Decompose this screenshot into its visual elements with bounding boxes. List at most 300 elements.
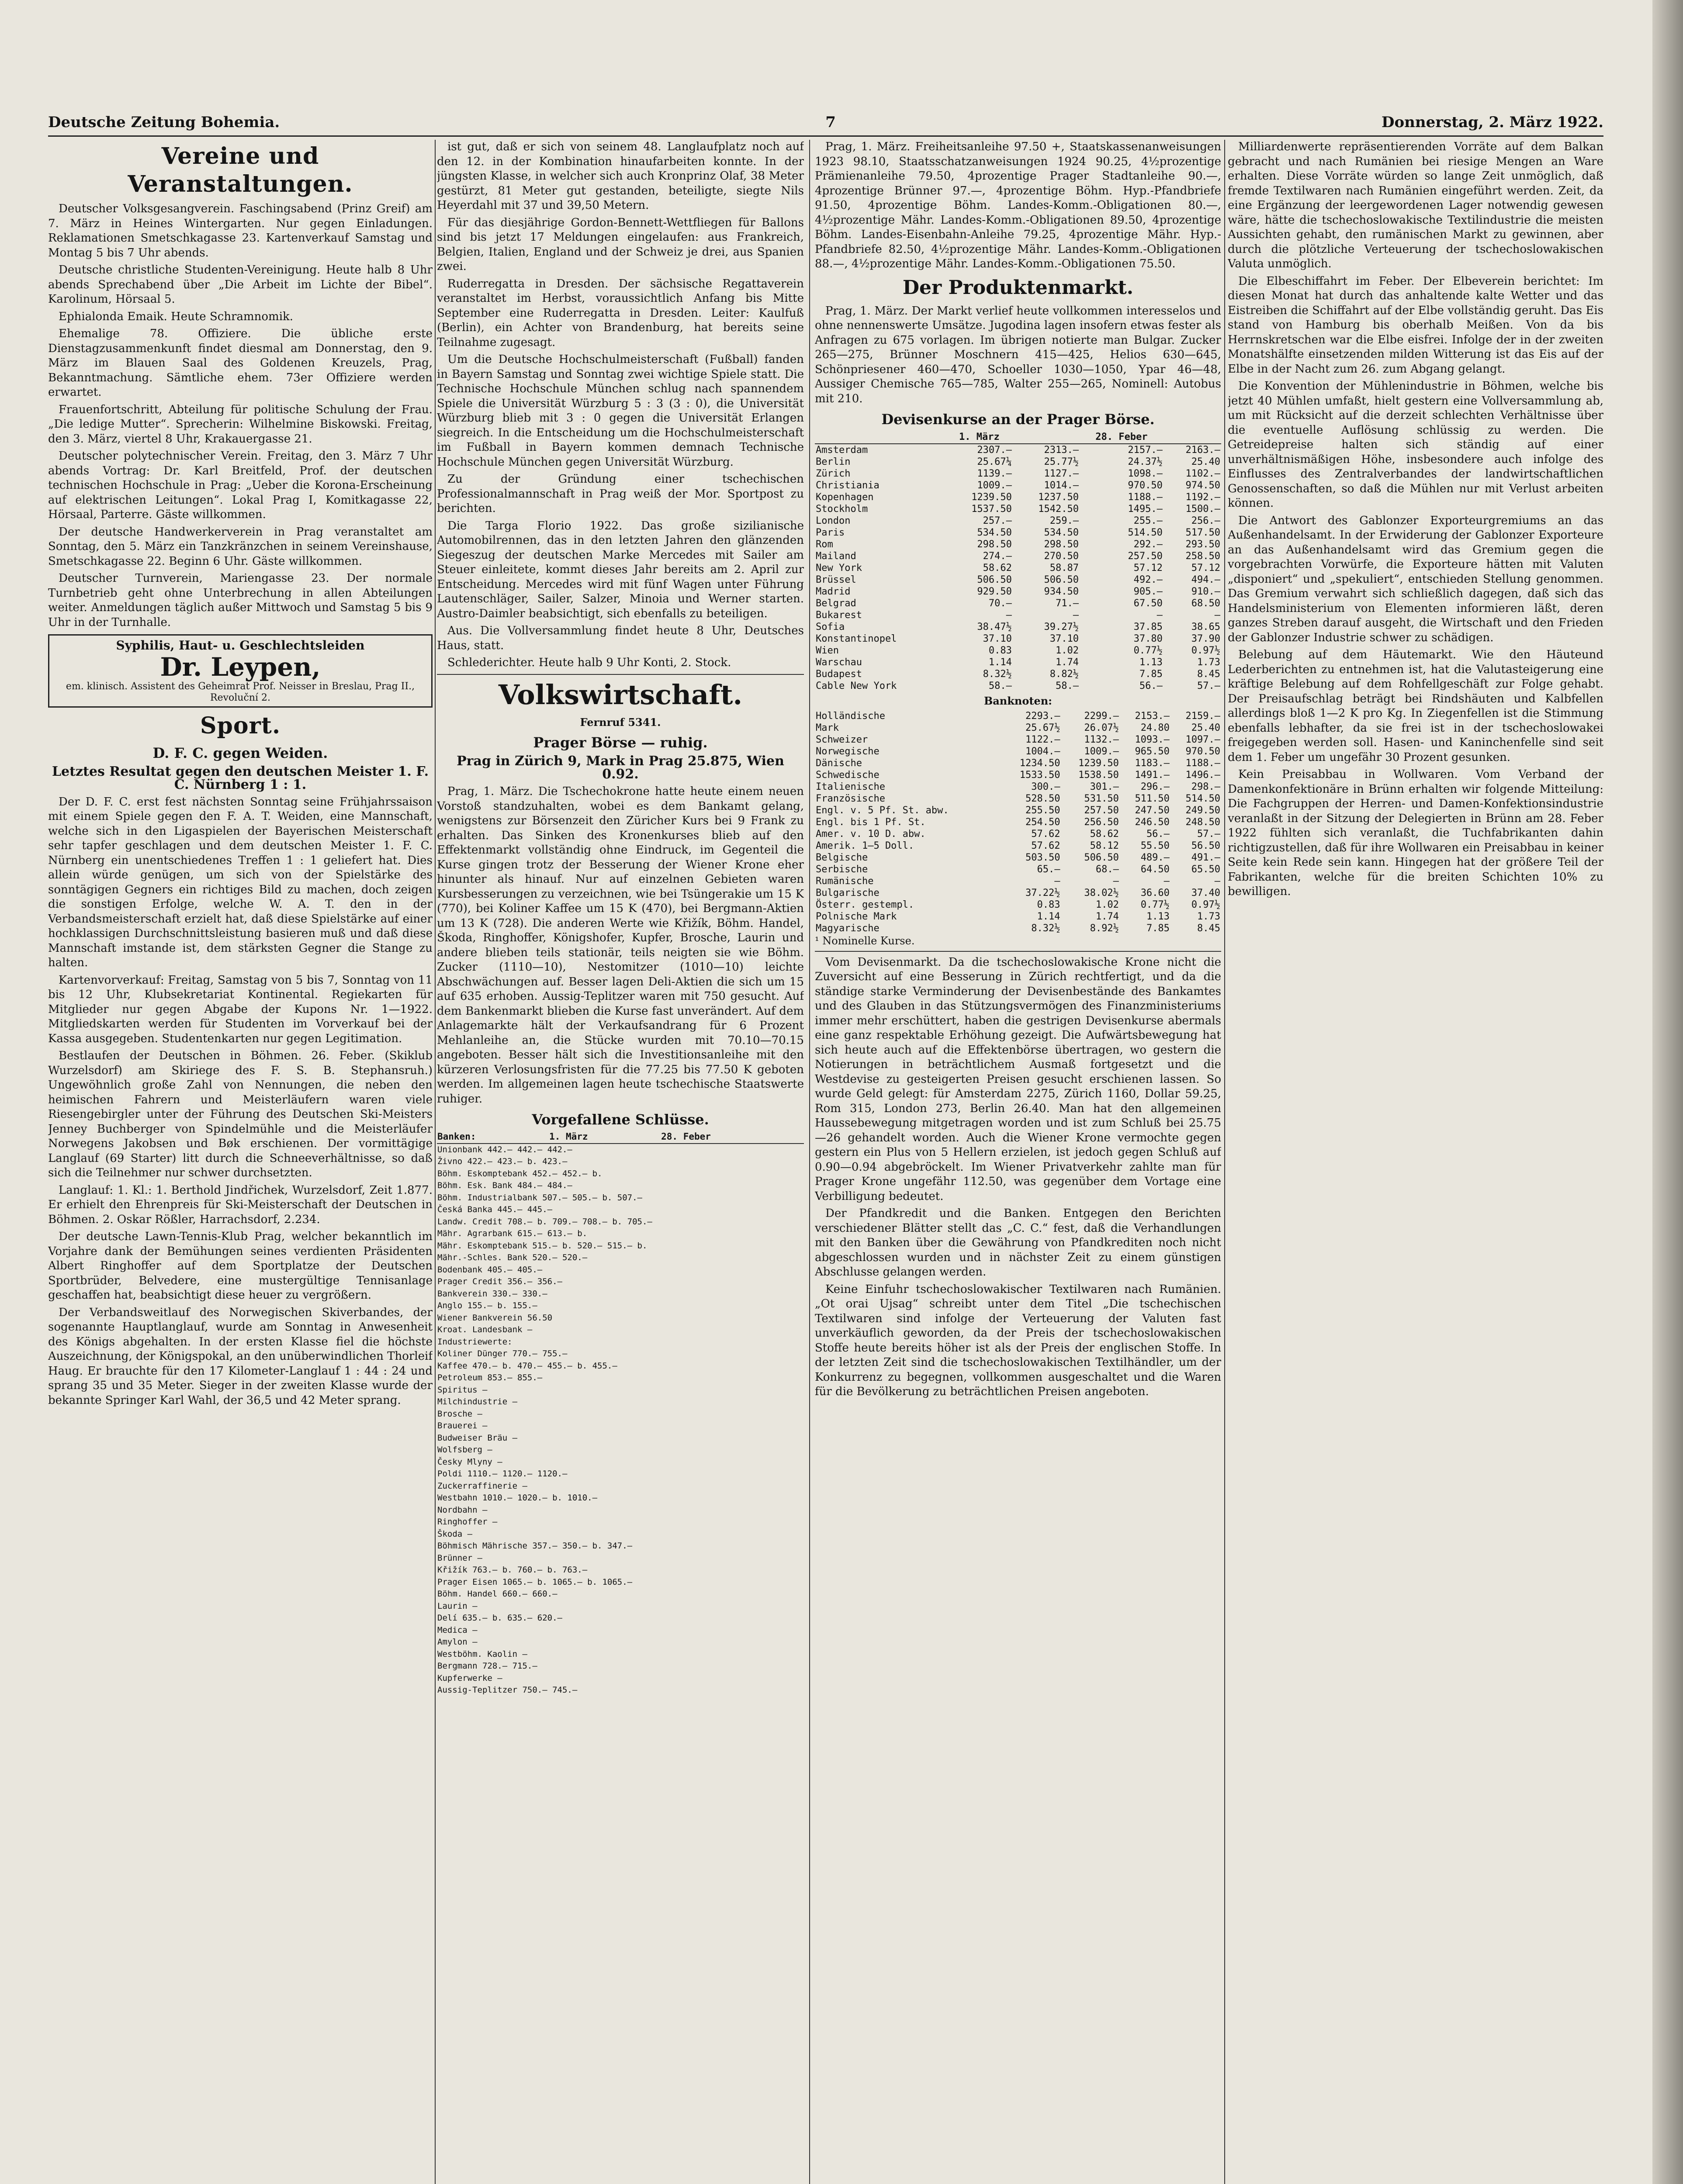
table-row <box>815 805 1221 816</box>
rate-cell: 8.92½ <box>1090 923 1119 934</box>
rate-cell: 257.— <box>983 515 1012 526</box>
rate-cell: 8.45 <box>1197 923 1220 934</box>
table-row <box>815 887 1221 899</box>
rate-cell: 293.50 <box>1185 539 1220 550</box>
table-row <box>437 1600 804 1613</box>
article-paragraph: Prag, 1. März. Die Tschechokrone hatte heute einem neuen Vorstoß standzuhalten, wobei es dem Bankamt gelang, wenigstens zur Börsenzeit den Züricher Kurs bei 9 Frank zu erhalten. Das Sinken des Kronenkurses blieb auf den Effektenmarkt vollständig ohne Eindruck, im Gegenteil die Kurse gingen trotz der Besserung der Wiener Krone eher hinunter als hinauf. Nur auf einzelnen Gebieten waren Kursbesserungen zu verzeichnen, wie bei Tsüngerakie um 15 K (770), bei Koliner Kaffee um 15 K (470), bei Bergmann-Aktien um 13 K (728). Die anderen Werte wie Křižík, Böhm. Handel, Škoda, Ringhoffer, Königshofer, Kupfer, Brosche, Laurin und andere blieben teils stationär, teils neigten sie wie Böhm. Zucker (1110—10), Nestomitzer (1010—10) leichte Abschwächungen auf. Besser lagen Deli-Aktien die sich um 15 auf 635 erhoben. Aussig-Teplitzer waren mit 750 gesucht. Auf dem Bankenmarkt blieben die Kurse fast unverändert. Auf dem Anlagemarkte hält der Verkaufsandrang für 6 Prozent Mehlanleihe an, die Stücke wurden mit 70.10—70.15 angeboten. Besser hält sich die Investitionsanleihe mit den kürzeren Verlosungsfristen für die 77.25 bis 77.50 K geboten werden. Im allgemeinen lagen heute tschechische Staatswerte ruhiger. <box>437 785 804 1106</box>
currency-name: Sofia <box>816 622 845 632</box>
article-paragraph: Zu der Gründung einer tschechischen Professionalmannschaft in Prag weiß der Mor. Sportpost zu berichten. <box>437 473 804 515</box>
table-row <box>437 1276 804 1288</box>
currency-name: Polnische Mark <box>816 911 897 922</box>
currency-name: Christiania <box>816 480 880 491</box>
rate-cell: 248.50 <box>1185 816 1220 828</box>
rate-cell: 491.— <box>1191 852 1220 863</box>
rate-cell: 511.50 <box>1135 793 1170 804</box>
table-row <box>815 710 1221 722</box>
table-header-cell <box>1164 431 1221 444</box>
rate-cell: 2313.— <box>1044 445 1079 456</box>
rate-cell: — <box>1157 610 1163 621</box>
rate-cell: — <box>1214 610 1220 621</box>
rate-cell: 1102.— <box>1185 468 1220 479</box>
rate-cell: 1127.— <box>1044 468 1079 479</box>
table-row <box>815 633 1221 645</box>
rate-cell: 1.73 <box>1197 911 1220 922</box>
rate-cell: 1.73 <box>1197 657 1220 668</box>
section-title-sport: Sport. <box>200 712 281 739</box>
rate-cell: 301.— <box>1090 781 1119 792</box>
ad-name: Dr. Leypen, <box>160 652 321 682</box>
table-row <box>815 668 1221 680</box>
rate-cell: 1097.— <box>1185 734 1220 745</box>
article-paragraph: Deutscher Turnverein, Mariengasse 23. Der normale Turnbetrieb geht ohne Unterbrechung in allen Abteilungen weiter. Anmeldungen täglich außer Mittwoch und Samstag 5 bis 9 Uhr in der Turnhalle. <box>48 572 433 629</box>
table-row <box>437 1636 804 1648</box>
rate-cell: 256.50 <box>1084 816 1119 828</box>
rate-cell: 65.50 <box>1191 864 1220 875</box>
table-cell: Milchindustrie — <box>437 1397 518 1406</box>
currency-name: Mailand <box>816 551 856 562</box>
table-row <box>437 1312 804 1324</box>
rate-cell: 7.85 <box>1146 923 1170 934</box>
table-row <box>437 1408 804 1420</box>
article-paragraph: Ephialonda Emaik. Heute Schramnomik. <box>59 310 294 323</box>
article-paragraph: Für das diesjährige Gordon-Bennett-Wettfliegen für Ballons sind bis jetzt 17 Meldungen eingelaufen: aus Frankreich, Belgien, Italien, England und der Schweiz je drei, aus Spanien zwei. <box>437 216 804 273</box>
rate-cell: 970.50 <box>1128 480 1163 491</box>
rate-cell: 58.87 <box>1049 563 1079 574</box>
table-row <box>437 1216 804 1228</box>
table-row <box>437 1228 804 1240</box>
article-paragraph: Um die Deutsche Hochschulmeisterschaft (Fußball) fanden in Bayern Samstag und Sonntag zwei wichtige Spiele statt. Die Technische Hochschule München schlug nach spannendem Spiele die Universität Würzburg 5 : 3 (3 : 0), die Universität Würzburg blieb mit 3 : 0 gegen die Universität Erlangen siegreich. In die Entscheidung um die Hochschulmeisterschaft im Fußball in Bayern kommen demnach Technische Hochschule München gegen Universität Würzburg. <box>437 353 804 469</box>
rate-cell: 1496.— <box>1185 769 1220 781</box>
column-rule <box>1224 140 1225 2184</box>
rate-cell: 8.45 <box>1197 669 1220 680</box>
table-header-cell: 28. Feber <box>661 1131 804 1144</box>
table-row <box>815 503 1221 515</box>
table-cell: Kupferwerke — <box>437 1673 502 1683</box>
rate-cell: 298.50 <box>1044 539 1079 550</box>
table-cell: Spiritus — <box>437 1385 488 1395</box>
currency-name: Belgrad <box>816 598 856 609</box>
table-cell: Bankverein 330.— 330.— <box>437 1289 547 1299</box>
rate-cell: 57.12 <box>1191 563 1220 574</box>
column-rule <box>809 140 810 2184</box>
currency-name: Berlin <box>816 456 851 467</box>
article-title-dfc: D. F. C. gegen Weiden. <box>152 744 328 761</box>
table-row <box>815 527 1221 539</box>
rate-cell: — <box>1214 875 1220 887</box>
page-header <box>48 109 1603 137</box>
table-row <box>437 1336 804 1348</box>
rate-cell: 1533.50 <box>1019 769 1060 781</box>
rate-cell: 514.50 <box>1128 527 1163 538</box>
rate-cell: 58.12 <box>1090 840 1119 851</box>
rate-cell: 2159.— <box>1185 710 1220 722</box>
rate-cell: 25.40 <box>1191 456 1220 467</box>
table-cell: Mähr.-Schles. Bank 520.— 520.— <box>437 1253 588 1262</box>
article-paragraph: Der D. F. C. erst fest nächsten Sonntag seine Frühjahrssaison mit einem Spiele gegen den F. A. T. Weiden, eine Mannschaft, welche sich in den Ligaspielen der Bayerischen Meisterschaft sehr tapfer geschlagen und dem deutschen Meister 1. F. C. Nürnberg ein unentschiedenes Treffen 1 : 1 geliefert hat. Dies allein würde genügen, um sich von der Spielstärke des sonntägigen Gegners ein richtiges Bild zu machen, doch zeigen die sonstigen Erfolge, welche W. A. T. den in der Verbandsmeisterschaft erzielt hat, daß diese Spielstärke auf einer hochklassigen Durchschnittsleistung basieren muß und daß diese Mannschaft imstande ist, dem stärksten Gegner die Stange zu halten. <box>48 795 433 969</box>
table-cell: Brosche — <box>437 1409 482 1419</box>
rate-cell: 1192.— <box>1185 492 1220 503</box>
currency-name: Italienische <box>816 781 885 792</box>
article-paragraph: Die Konvention der Mühlenindustrie in Böhmen, welche bis jetzt 40 Mühlen umfaßt, hielt gestern eine Vollversammlung ab, um mit Rücksicht auf die derzeit schlechten Verhältnisse über die eventuelle Auflösung schlüssig zu werden. Die Getreidepreise halten sich ständig auf einer unverhältnismäßigen Höhe, insbesondere auch infolge des Einflusses des Zentralverbandes der landwirtschaftlichen Genossenschaften, so daß die Mühlen nur mit Verlust arbeiten können. <box>1228 380 1603 510</box>
economy-articles <box>1228 140 1603 899</box>
table-cell: Brauerei — <box>437 1421 488 1431</box>
currency-name: Amer. v. 10 D. abw. <box>816 828 926 840</box>
rate-cell: 24.80 <box>1140 722 1170 733</box>
currency-name: Amsterdam <box>816 445 868 456</box>
article-paragraph: Ruderregatta in Dresden. Der sächsische Regattaverein veranstaltet im Herbst, voraussichtlich Anfang bis Mitte September eine Ruderregatta in Dresden. Leiter: Kaulfuß (Berlin), ein Achter von Brandenburg, hat bereits seine Teilnahme zugesagt. <box>437 277 804 349</box>
header-date: Donnerstag, 2. März 1922. <box>1382 114 1603 131</box>
rate-cell: — <box>1006 610 1012 621</box>
table-row <box>437 1564 804 1576</box>
rate-cell: 270.50 <box>1044 551 1079 562</box>
table-row <box>815 746 1221 757</box>
rate-cell: 492.— <box>1133 574 1163 585</box>
table-cell: Budweiser Bräu — <box>437 1433 518 1443</box>
rate-cell: 39.27½ <box>1044 622 1079 632</box>
rate-cell: 258.50 <box>1185 551 1220 562</box>
rate-cell: 2299.— <box>1084 710 1119 722</box>
rate-cell: 1009.— <box>977 480 1012 491</box>
currency-name: Österr. gestempl. <box>816 899 914 910</box>
rate-cell: 57.12 <box>1133 563 1163 574</box>
table-cell: Medica — <box>437 1625 478 1635</box>
table-cell: Koliner Dünger 770.— 755.— <box>437 1349 568 1358</box>
rate-cell: 56.— <box>1139 681 1163 691</box>
currency-name: Bulgarische <box>816 887 880 898</box>
table-cell: Landw. Credit 708.— b. 709.— 708.— b. 705.— <box>437 1216 652 1227</box>
rate-cell: 58.62 <box>983 563 1012 574</box>
rate-cell: 970.50 <box>1185 746 1220 757</box>
table-row <box>437 1300 804 1312</box>
rate-cell: 55.50 <box>1140 840 1170 851</box>
currency-name: Kopenhagen <box>816 492 874 503</box>
table-row <box>437 1180 804 1192</box>
table-row <box>437 1396 804 1408</box>
table-header-cell: 1. März <box>946 431 1013 444</box>
table-cell: Wiener Bankverein 56.50 <box>437 1313 553 1323</box>
rate-cell: 57.— <box>1197 681 1220 691</box>
rate-cell: 292.— <box>1133 539 1163 550</box>
rate-cell: 247.50 <box>1135 805 1170 816</box>
rate-cell: 506.50 <box>1084 852 1119 863</box>
table-title-vorgefallene-schluesse: Vorgefallene Schlüsse. <box>532 1111 709 1128</box>
rate-cell: 0.77½ <box>1140 899 1170 910</box>
currency-name: Cable New York <box>816 681 897 691</box>
table-row <box>437 1684 804 1697</box>
sport-articles <box>48 795 433 1408</box>
article-paragraph: Deutscher polytechnischer Verein. Freitag, den 3. März 7 Uhr abends Vortrag: Dr. Karl Breitfeld, Prof. der deutschen technischen Hochschule in Prag: „Ueber die Korona-Erscheinung auf elektrischen Leitungen“. Lokal Prag I, Komitkagasse 22, Hörsaal, Parterre. Gäste willkommen. <box>48 449 433 521</box>
currency-name: Belgische <box>816 852 868 863</box>
rate-cell: 298.— <box>1191 781 1220 792</box>
table-row <box>815 562 1221 574</box>
rate-cell: 1495.— <box>1128 504 1163 515</box>
table-row <box>815 468 1221 480</box>
article-paragraph: Vom Devisenmarkt. Da die tschechoslowakische Krone nicht die Zuversicht auf eine Besserung in Zürich rechtfertigt, und da die ständige starke Verminderung der Devisenbestände des Bankamtes und des Glauben in das Stützungsvermögen des Finanzministeriums immer mehr erschüttert, haben die gestrigen Devisenkurse abermals eine ganz respektable Erhöhung gezeigt. Die Aufwärtsbewegung hat sich heute auch auf die Effektenbörse übertragen, wo gestern die Notierungen in beträchtlichem Ausmaß fortgesetzt und die Westdevise zu gesteigerten Preisen gesucht erschienen lassen. So wurde Geld gelegt: für Amsterdam 2275, Zürich 1160, Dollar 59.25, Rom 315, London 273, Berlin 26.40. Man hat den allgemeinen Haussebewegung mitgetragen worden und ist zum Schluß bei 25.75—26 gehandelt worden. Auch die Wiener Krone vermochte gegen gestern ein Plus von 5 Hellern erzielen, ist jedoch gegen Schluß auf 0.90—0.94 abgebröckelt. Im Wiener Privatverkehr zahlte man für Prager Krone ungefähr 112.50, was gegenüber dem Vortage eine Verbilligung bedeutet. <box>815 955 1221 1203</box>
table-cell: Westböhm. Kaolin — <box>437 1649 527 1659</box>
rate-cell: 2153.— <box>1135 710 1170 722</box>
rate-cell: 25.67½ <box>1025 722 1060 733</box>
rate-cell: 1009.— <box>1084 746 1119 757</box>
page-edge <box>1652 0 1683 2184</box>
rate-cell: 71.— <box>1056 598 1079 609</box>
table-row <box>437 1588 804 1600</box>
table-row <box>437 1673 804 1685</box>
rate-cell: 1139.— <box>977 468 1012 479</box>
rate-cell: 58.62 <box>1090 828 1119 840</box>
table-cell: Westbahn 1010.— 1020.— b. 1010.— <box>437 1493 598 1503</box>
table-cell: Zuckerraffinerie — <box>437 1481 527 1491</box>
rate-cell: 37.10 <box>1049 633 1079 644</box>
rate-cell: 528.50 <box>1025 793 1060 804</box>
rate-cell: 38.65 <box>1191 622 1220 632</box>
table-row <box>437 1480 804 1493</box>
rate-cell: 38.47½ <box>977 622 1012 632</box>
article-paragraph: Keine Einfuhr tschechoslowakischer Textilwaren nach Rumänien. „Ot orai Ujsag“ schreibt unter dem Titel „Die tschechischen Textilwaren sind infolge der Verteuerung der Valuten fast unverkäuflich geworden, da der Preis der tschechoslowakischen Stoffe heute bereits höher ist als der Preis der englischen Stoffe. In der letzten Zeit sind die tschechoslowakischen Textilhändler, um der Konkurrenz zu begegnen, vollkommen ausgeschaltet und die Waren für die Bevölkerung zu beträchtlichen Preisen angeboten. <box>815 1282 1221 1398</box>
rate-cell: 37.40 <box>1191 887 1220 898</box>
header-page-number: 7 <box>825 114 836 131</box>
rate-cell: 37.85 <box>1133 622 1163 632</box>
currency-name: Warschau <box>816 657 862 668</box>
vorgefallene-schluesse-table <box>437 1131 804 1697</box>
table-cell: Brünner — <box>437 1553 482 1563</box>
article-paragraph: Aus. Die Vollversammlung findet heute 8 Uhr, Deutsches Haus, statt. <box>437 624 804 652</box>
ad-topline: Syphilis, Haut- u. Geschlechtsleiden <box>116 638 365 653</box>
article-paragraph: Milliardenwerte repräsentierenden Vorräte auf dem Balkan gebracht und nach Rumänien bei riesige Mengen an Ware erhalten. Diese Vorräte würden so lange Zeit unmöglich, daß fremde Textilwaren nach Rumänien eingeführt werden. Zeit, da eine Ergänzung der leergewordenen Lager notwendig gewesen wäre, hätte die tschechoslowakische Textilindustrie die meisten Aussichten gehabt, den rumänischen Markt zu gewinnen, aber durch die plötzliche Verteuerung der tschechoslowakischen Valuta unmöglich. <box>1228 140 1603 270</box>
rate-cell: 1132.— <box>1084 734 1119 745</box>
rate-cell: 25.67¼ <box>977 456 1012 467</box>
divider <box>815 951 1221 952</box>
currency-name: Schweizer <box>816 734 868 745</box>
article-paragraph: Belebung auf dem Häutemarkt. Wie den Häuteund Lederberichten zu entnehmen ist, hat die Valutasteigerung eine kräftige Belebung auf dem Rohfellgeschäft zur Folge gehabt. Der Preisaufschlag beträgt bei Rindshäuten und Kalbfellen allerdings bloß 1—2 K pro Kg. In Ziegenfellen ist die Stimmung ebenfalls lebhafter, da sie frei ist in der tschechoslowakei freigegeben werden soll. Hasen- und Kaninchenfelle sind seit dem 1. Feber um ungefähr 30 Prozent gesunken. <box>1228 648 1603 764</box>
article-paragraph: Der deutsche Handwerkerverein in Prag veranstaltet am Sonntag, den 5. März ein Tanzkränzchen in seinem Vereinshause, Smetschkagasse 22. Beginn 6 Uhr. Gäste willkommen. <box>48 525 433 568</box>
table-cell: Industriewerte: <box>437 1337 513 1347</box>
divider <box>437 674 804 675</box>
rate-cell: 1542.50 <box>1038 504 1079 515</box>
currency-name: Madrid <box>816 586 851 597</box>
table-row <box>815 769 1221 781</box>
table-row <box>437 1540 804 1552</box>
rate-cell: 25.40 <box>1191 722 1220 733</box>
table-row <box>437 1456 804 1469</box>
rate-cell: — <box>1164 875 1170 887</box>
currency-name: Norwegische <box>816 746 880 757</box>
table-header-cell <box>1013 431 1080 444</box>
rate-cell: 0.97½ <box>1191 899 1220 910</box>
table-row <box>437 1432 804 1444</box>
rate-cell: 25.77½ <box>1044 456 1079 467</box>
table-row <box>815 586 1221 598</box>
rate-cell: 503.50 <box>1025 852 1060 863</box>
table-cell: Česky Mlyny — <box>437 1457 502 1467</box>
currency-name: Konstantinopel <box>816 633 897 644</box>
table-header-cell: Banken: <box>437 1131 549 1144</box>
table-row <box>815 793 1221 805</box>
table-row <box>437 1576 804 1589</box>
table-row <box>815 680 1221 692</box>
rate-cell: 26.07½ <box>1084 722 1119 733</box>
rate-cell: 254.50 <box>1025 816 1060 828</box>
rate-cell: 7.85 <box>1139 669 1163 680</box>
table-row <box>437 1264 804 1276</box>
table-row <box>815 899 1221 911</box>
rate-cell: 531.50 <box>1084 793 1119 804</box>
currency-name: Budapest <box>816 669 862 680</box>
column-3 <box>815 140 1221 2184</box>
rate-cell: 1239.50 <box>1078 757 1119 769</box>
rate-cell: 65.— <box>1037 864 1060 875</box>
rate-cell: 910.— <box>1191 586 1220 597</box>
rate-cell: 246.50 <box>1135 816 1170 828</box>
article-paragraph: Kein Preisabbau in Wollwaren. Vom Verband der Damenkonfektionäre in Brünn erhalten wir folgende Mitteilung: Die Fachgruppen der Herren- und Damen-Konfektionsindustrie veranlaßt in der Sitzung der Delegierten in Brünn am 28. Feber 1922 fühlten sich veranlaßt, die Tuchfabrikanten dahin richtigzustellen, daß für ihre Wollwaren ein Preisabbau in keiner Seite kein Rede sein kann. Hingegen hat der größere Teil der Fabrikanten, welche für die breiten Schichten 10% zu bewilligen. <box>1228 768 1603 898</box>
table-row <box>815 491 1221 503</box>
rate-cell: 1500.— <box>1185 504 1220 515</box>
rate-cell: 929.50 <box>977 586 1012 597</box>
table-row <box>437 1348 804 1360</box>
table-row <box>815 456 1221 468</box>
rate-cell: 24.37½ <box>1128 456 1163 467</box>
table-row <box>437 1504 804 1517</box>
table-row <box>437 1204 804 1216</box>
table-cell: Böhm. Esk. Bank 484.— 484.— <box>437 1181 572 1190</box>
produktenmarkt-report <box>815 304 1221 407</box>
rate-cell: 965.50 <box>1135 746 1170 757</box>
currency-name: Engl. bis 1 Pf. St. <box>816 816 926 828</box>
table-cell: Anglo 155.— b. 155.— <box>437 1301 537 1310</box>
currency-name: London <box>816 515 851 526</box>
rate-cell: 68.— <box>1095 864 1119 875</box>
telephone-number: Fernruf 5341. <box>580 715 661 729</box>
article-paragraph: Frauenfortschritt, Abteilung für politische Schulung der Frau. „Die ledige Mutter“. Sprecherin: Wilhelmine Biskowski. Freitag, den 3. März, viertel 8 Uhr, Krakauergasse 21. <box>48 403 433 446</box>
table-row <box>437 1468 804 1480</box>
table-cell: Amylon — <box>437 1637 478 1647</box>
currency-name: Stockholm <box>816 504 868 515</box>
currency-name: Schwedische <box>816 769 880 781</box>
currency-name: Holländische <box>816 710 885 722</box>
rate-cell: 1.02 <box>1095 899 1119 910</box>
rate-cell: 57.62 <box>1031 840 1060 851</box>
table-row <box>815 645 1221 657</box>
rate-cell: 494.— <box>1191 574 1220 585</box>
table-row <box>437 1156 804 1168</box>
table-row <box>437 1240 804 1252</box>
section-title-produktenmarkt: Der Produktenmarkt. <box>902 276 1134 299</box>
currency-name: Serbische <box>816 864 868 875</box>
table-row <box>815 852 1221 864</box>
table-cell: Böhm. Handel 660.— 660.— <box>437 1589 558 1599</box>
rate-cell: 249.50 <box>1185 805 1220 816</box>
rate-cell: 1237.50 <box>1038 492 1079 503</box>
rate-cell: 37.90 <box>1191 633 1220 644</box>
currency-name: Paris <box>816 527 845 538</box>
table-row <box>437 1192 804 1204</box>
vereine-articles <box>48 202 433 630</box>
article-paragraph: Deutscher Volksgesangverein. Faschingsabend (Prinz Greif) am 7. März in Heines Wintergarten. Nur gegen Einladungen. Reklamationen Smetschkagasse 23. Kartenverkauf Samstag und Montag 5 bis 7 Uhr abends. <box>48 202 433 259</box>
devisenmarkt-articles <box>815 955 1221 1400</box>
table-row <box>437 1384 804 1396</box>
table-row <box>815 550 1221 562</box>
rate-cell: 1004.— <box>1025 746 1060 757</box>
table-cell: Mähr. Agrarbank 615.— 613.— b. <box>437 1229 588 1238</box>
rate-cell: 58.— <box>988 681 1012 691</box>
currency-name: Rom <box>816 539 833 550</box>
currency-name: Magyarische <box>816 923 880 934</box>
rate-cell: 56.— <box>1146 828 1170 840</box>
rate-cell: — <box>1054 875 1060 887</box>
table-row <box>437 1516 804 1528</box>
rate-cell: 57.— <box>1197 828 1220 840</box>
column-2 <box>437 140 804 2184</box>
rate-cell: 1014.— <box>1044 480 1079 491</box>
rate-cell: 300.— <box>1031 781 1060 792</box>
boerse-report <box>437 784 804 1106</box>
table-row <box>815 911 1221 923</box>
currency-name: Bukarest <box>816 610 862 621</box>
table-row <box>437 1660 804 1673</box>
banknoten-heading: Banknoten: <box>983 695 1053 707</box>
table-row <box>815 609 1221 621</box>
table-cell: Delí 635.— b. 635.— 620.— <box>437 1613 562 1623</box>
currency-name: Französische <box>816 793 885 804</box>
table-cell: Prager Credit 356.— 356.— <box>437 1277 562 1286</box>
article-paragraph: Die Elbeschiffahrt im Feber. Der Elbeverein berichtet: Im diesen Monat hat durch das anhaltende kalte Wetter und das Eistreiben die Schiffahrt auf der Elbe vollständig geruht. Das Eis stand von Hamburg bis oberhalb Meißen. Von da bis Herrnskretschen war die Elbe eisfrei. Infolge der in der zweiten Monatshälfte einsetzenden milden Witterung ist das Eis auf der Elbe in der Nacht zum 26. zum Abgang gelangt. <box>1228 274 1603 376</box>
rate-cell: 506.50 <box>977 574 1012 585</box>
table-row <box>437 1168 804 1180</box>
table-row <box>437 1612 804 1624</box>
rate-cell: 1.02 <box>1056 645 1079 656</box>
table-cell: Wolfsberg — <box>437 1445 492 1455</box>
rate-cell: 1.14 <box>988 657 1012 668</box>
table-row <box>437 1324 804 1336</box>
rate-cell: 259.— <box>1049 515 1079 526</box>
rate-cell: 905.— <box>1133 586 1163 597</box>
table-cell: Laurin — <box>437 1601 478 1611</box>
table-row <box>437 1492 804 1504</box>
rate-cell: 70.— <box>988 598 1012 609</box>
table-row <box>815 539 1221 550</box>
rate-cell: 1.13 <box>1146 911 1170 922</box>
rate-cell: 1.13 <box>1139 657 1163 668</box>
article-paragraph: Deutsche christliche Studenten-Vereinigung. Heute halb 8 Uhr abends Sprechabend über „Die Arbeit im Lichte der Bibel“. Karolinum, Hörsaal 5. <box>48 263 433 306</box>
table-row <box>437 1420 804 1432</box>
table-row <box>815 875 1221 887</box>
table-row <box>815 757 1221 769</box>
bond-quotes <box>815 140 1221 272</box>
table-row <box>815 657 1221 668</box>
article-subtitle-dfc: Letztes Resultat gegen den deutschen Meister 1. F. C. Nürnberg 1 : 1. <box>52 764 429 792</box>
article-subtitle-boerse: Prag in Zürich 9, Mark in Prag 25.875, Wien 0.92. <box>457 753 784 782</box>
rate-cell: 257.50 <box>1128 551 1163 562</box>
table-row <box>815 515 1221 527</box>
article-title-boerse: Prager Börse — ruhig. <box>533 734 708 751</box>
table-row <box>437 1372 804 1384</box>
currency-name: New York <box>816 563 862 574</box>
rate-cell: 37.10 <box>983 633 1012 644</box>
rate-cell: 2157.— <box>1128 445 1163 456</box>
table-row <box>437 1528 804 1541</box>
rate-cell: 56.50 <box>1191 840 1220 851</box>
article-paragraph: Ehemalige 78. Offiziere. Die übliche erste Dienstagzusammenkunft findet diesmal am Donnerstag, den 9. März im Blauen Saal des Goldenen Kreuzels, Prag, Bekanntmachung. Sämtliche ehem. 73er Offiziere werden erwartet. <box>48 327 433 399</box>
section-title-vereine: Vereine und Veranstaltungen. <box>128 143 353 197</box>
rate-cell: 36.60 <box>1140 887 1170 898</box>
rate-cell: 534.50 <box>1044 527 1079 538</box>
rate-cell: 974.50 <box>1185 480 1220 491</box>
rate-cell: 489.— <box>1140 852 1170 863</box>
currency-name: Mark <box>816 722 839 733</box>
rate-cell: 1188.— <box>1185 757 1220 769</box>
rate-cell: 255.50 <box>1025 805 1060 816</box>
rate-cell: 298.50 <box>977 539 1012 550</box>
rate-cell: 1.14 <box>1037 911 1060 922</box>
